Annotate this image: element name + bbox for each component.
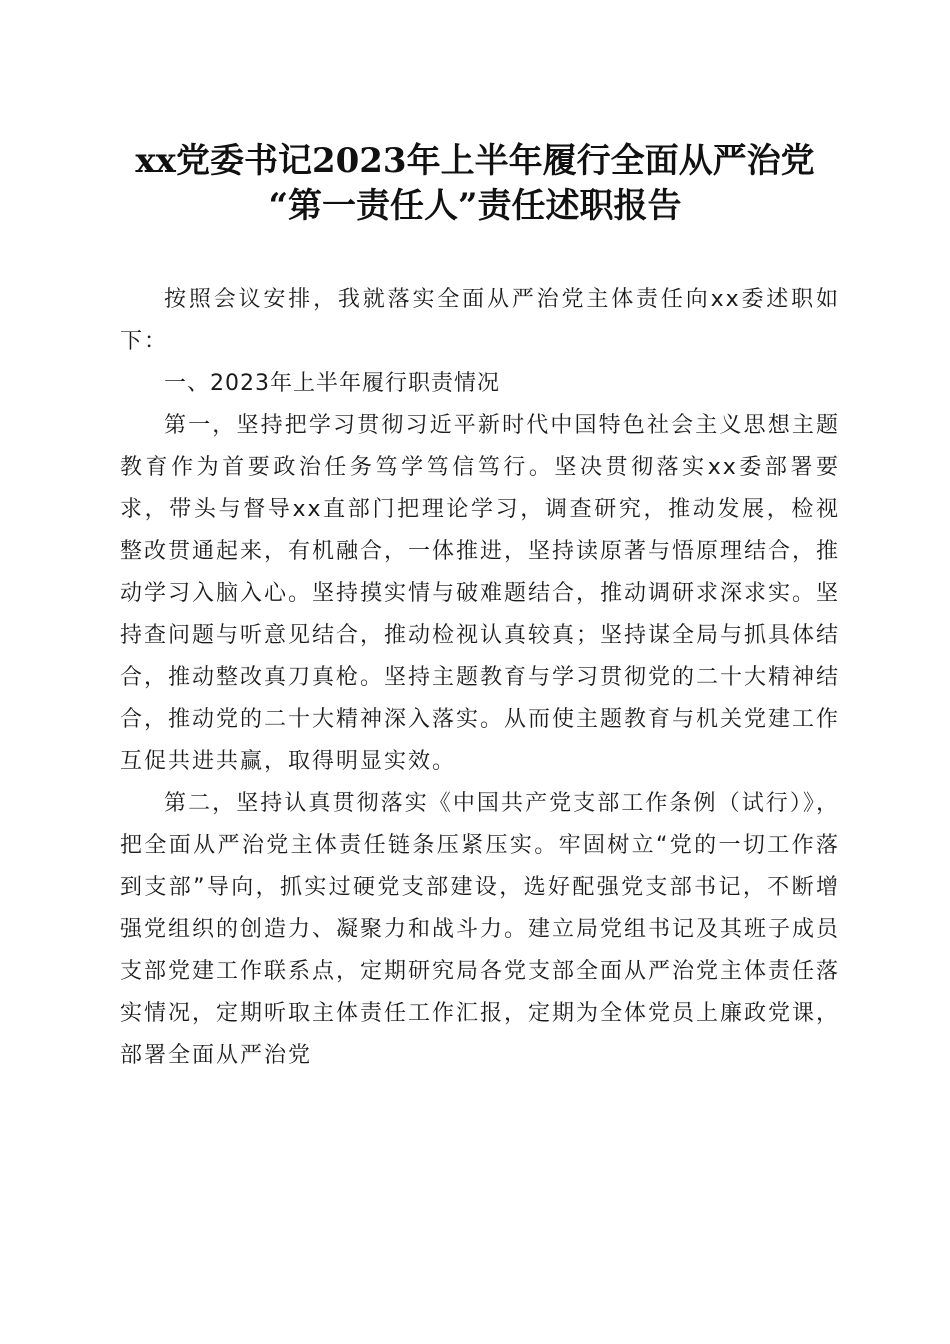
section-heading: 一、2023年上半年履行职责情况 <box>164 371 500 396</box>
paragraph-second: 第二，坚持认真贯彻落实《中国共产党支部工作条例（试行）》，把全面从严治党主体责任链条压紧压实。牢固树立“党的一切工作落到支部”导向，抓实过硬党支部建设，选好配强党支部书记，不断增强党组织的创造力、凝聚力和战斗力。建立局党组书记及其班子成员支部党建工作联系点，定期研究局各党支部全面从严治党主体责任落实情况，定期听取主体责任工作汇报，定期为全体党员上廉政党课，部署全面从严治党 <box>120 791 841 1068</box>
document-title-line-2: “第一责任人”责任述职报告 <box>268 186 682 226</box>
document-title-line-1: xx党委书记2023年上半年履行全面从严治党 <box>135 141 815 181</box>
document-body <box>120 279 840 1077</box>
intro-paragraph: 按照会议安排，我就落实全面从严治党主体责任向xx委述职如下： <box>120 287 840 354</box>
paragraph-first: 第一，坚持把学习贯彻习近平新时代中国特色社会主义思想主题教育作为首要政治任务笃学笃信笃行。坚决贯彻落实xx委部署要求，带头与督导xx直部门把理论学习，调查研究，推动发展，检视整改贯通起来，有机融合，一体推进，坚持读原著与悟原理结合，推动学习入脑入心。坚持摸实情与破难题结合，推动调研求深求实。坚持查问题与听意见结合，推动检视认真较真；坚持谋全局与抓具体结合，推动整改真刀真枪。坚持主题教育与学习贯彻党的二十大精神结合，推动党的二十大精神深入落实。从而使主题教育与机关党建工作互促共进共赢，取得明显实效。 <box>120 413 841 774</box>
